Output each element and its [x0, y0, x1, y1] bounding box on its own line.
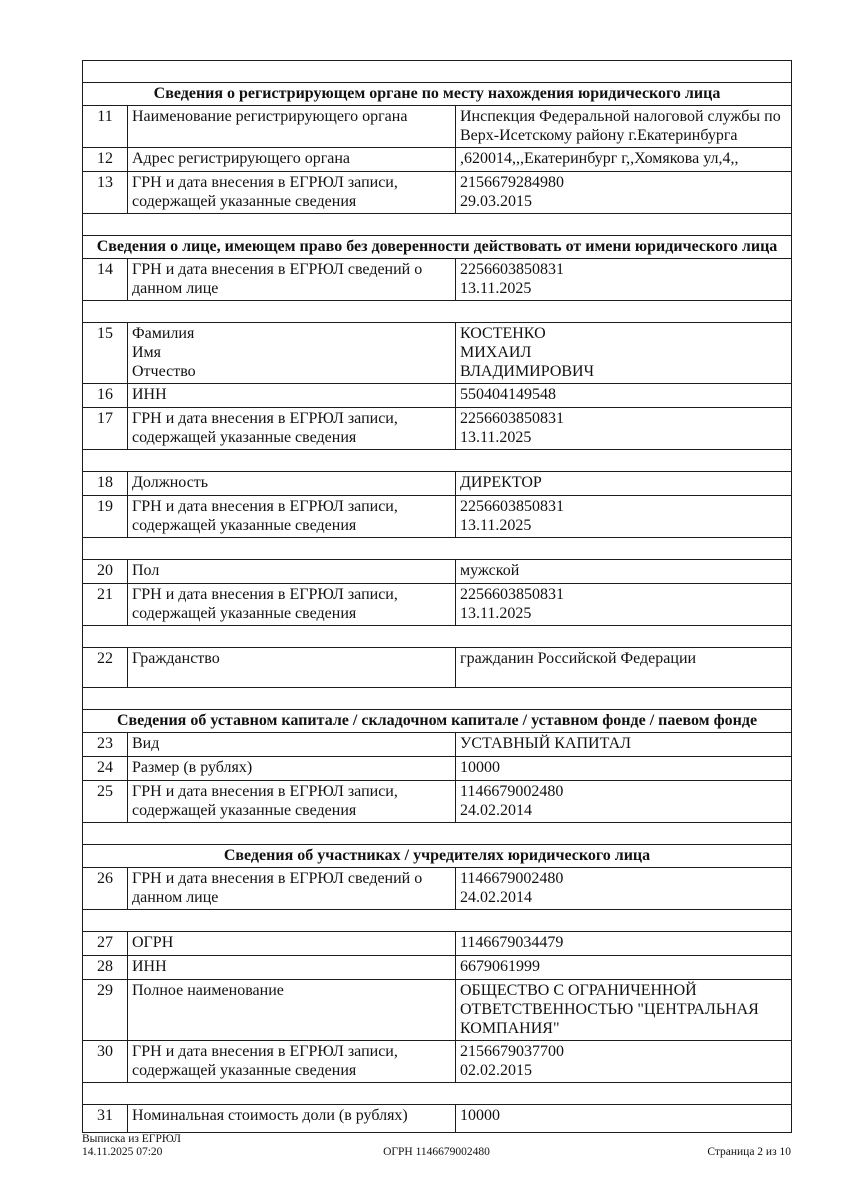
field-value: 2256603850831 13.11.2025 [456, 496, 792, 538]
spacer-row [83, 538, 792, 560]
field-label: Наименование регистрирующего органа [128, 106, 456, 148]
row-number: 16 [83, 384, 128, 408]
field-label: ГРН и дата внесения в ЕГРЮЛ записи, содержащей указанные сведения [128, 496, 456, 538]
table-row-26 [83, 868, 792, 910]
row-number: 23 [83, 733, 128, 757]
table-row-30 [83, 1041, 792, 1083]
field-label: ГРН и дата внесения в ЕГРЮЛ сведений о данном лице [128, 259, 456, 301]
table-row-11 [83, 106, 792, 148]
field-label: ГРН и дата внесения в ЕГРЮЛ записи, содержащей указанные сведения [128, 584, 456, 626]
spacer-row [83, 61, 792, 83]
table-row-29 [83, 980, 792, 1041]
row-number: 14 [83, 259, 128, 301]
spacer-cell [83, 450, 792, 472]
spacer-cell [83, 910, 792, 932]
table-row-20 [83, 560, 792, 584]
spacer-cell [83, 538, 792, 560]
field-label: ГРН и дата внесения в ЕГРЮЛ сведений о данном лице [128, 868, 456, 910]
row-number: 30 [83, 1041, 128, 1083]
field-value: 1146679002480 24.02.2014 [456, 781, 792, 823]
spacer-cell [83, 214, 792, 236]
row-number: 28 [83, 956, 128, 980]
spacer-cell [83, 688, 792, 710]
spacer-cell [83, 61, 792, 83]
field-label: ОГРН [128, 932, 456, 956]
spacer-row [83, 1083, 792, 1105]
table-row-15 [83, 323, 792, 384]
field-label: Полное наименование [128, 980, 456, 1041]
row-number: 27 [83, 932, 128, 956]
table-row-24 [83, 757, 792, 781]
field-value: 2256603850831 13.11.2025 [456, 584, 792, 626]
spacer-cell [83, 301, 792, 323]
field-label: Гражданство [128, 648, 456, 688]
field-label: Фамилия Имя Отчество [128, 323, 456, 384]
field-value: ,620014,,,Екатеринбург г,,Хомякова ул,4,, [456, 148, 792, 172]
table-row-18 [83, 472, 792, 496]
table-row-25 [83, 781, 792, 823]
table-row-23 [83, 733, 792, 757]
row-number: 31 [83, 1105, 128, 1133]
spacer-row [83, 688, 792, 710]
field-value: 1146679034479 [456, 932, 792, 956]
row-number: 20 [83, 560, 128, 584]
field-label: Вид [128, 733, 456, 757]
row-number: 25 [83, 781, 128, 823]
spacer-cell [83, 823, 792, 845]
table-row-31 [83, 1105, 792, 1133]
spacer-row [83, 301, 792, 323]
spacer-row [83, 214, 792, 236]
field-value: КОСТЕНКО МИХАИЛ ВЛАДИМИРОВИЧ [456, 323, 792, 384]
field-value: 2256603850831 13.11.2025 [456, 259, 792, 301]
table-row-28 [83, 956, 792, 980]
section-header-row [83, 845, 792, 868]
field-value: ОБЩЕСТВО С ОГРАНИЧЕННОЙ ОТВЕТСТВЕННОСТЬЮ "ЦЕНТРАЛЬНАЯ КОМПАНИЯ" [456, 980, 792, 1041]
table-row-22 [83, 648, 792, 688]
field-label: ИНН [128, 956, 456, 980]
spacer-cell [83, 1083, 792, 1105]
spacer-row [83, 450, 792, 472]
row-number: 21 [83, 584, 128, 626]
field-value: 1146679002480 24.02.2014 [456, 868, 792, 910]
field-label: Должность [128, 472, 456, 496]
field-label: Размер (в рублях) [128, 757, 456, 781]
field-value: 10000 [456, 757, 792, 781]
row-number: 24 [83, 757, 128, 781]
table-row-17 [83, 408, 792, 450]
section-header: Сведения об участниках / учредителях юридического лица [83, 845, 792, 868]
spacer-row [83, 823, 792, 845]
field-value: УСТАВНЫЙ КАПИТАЛ [456, 733, 792, 757]
section-header-row [83, 710, 792, 733]
row-number: 15 [83, 323, 128, 384]
table-row-14 [83, 259, 792, 301]
field-value: 2156679037700 02.02.2015 [456, 1041, 792, 1083]
row-number: 19 [83, 496, 128, 538]
field-label: ГРН и дата внесения в ЕГРЮЛ записи, содержащей указанные сведения [128, 408, 456, 450]
field-label: Пол [128, 560, 456, 584]
field-value: 2256603850831 13.11.2025 [456, 408, 792, 450]
section-header: Сведения о лице, имеющем право без доверенности действовать от имени юридического лица [83, 236, 792, 259]
row-number: 22 [83, 648, 128, 688]
row-number: 13 [83, 172, 128, 214]
table-row-12 [83, 148, 792, 172]
field-value: 6679061999 [456, 956, 792, 980]
field-label: ГРН и дата внесения в ЕГРЮЛ записи, содержащей указанные сведения [128, 1041, 456, 1083]
field-value: 2156679284980 29.03.2015 [456, 172, 792, 214]
table-row-27 [83, 932, 792, 956]
field-value: 10000 [456, 1105, 792, 1133]
field-value: ДИРЕКТОР [456, 472, 792, 496]
section-header-row [83, 236, 792, 259]
table-row-21 [83, 584, 792, 626]
egrul-table-body [83, 61, 792, 1133]
table-row-13 [83, 172, 792, 214]
spacer-row [83, 626, 792, 648]
field-value: мужской [456, 560, 792, 584]
section-header: Сведения о регистрирующем органе по месту нахождения юридического лица [83, 83, 792, 106]
footer-ogrn: ОГРН 1146679002480 [383, 1146, 490, 1158]
row-number: 12 [83, 148, 128, 172]
row-number: 11 [83, 106, 128, 148]
field-value: Инспекция Федеральной налоговой службы по Верх-Исетскому району г.Екатеринбурга [456, 106, 792, 148]
field-value: гражданин Российской Федерации [456, 648, 792, 688]
table-row-16 [83, 384, 792, 408]
field-label: ГРН и дата внесения в ЕГРЮЛ записи, содержащей указанные сведения [128, 781, 456, 823]
spacer-row [83, 910, 792, 932]
row-number: 26 [83, 868, 128, 910]
footer-doc-title: Выписка из ЕГРЮЛ [82, 1133, 181, 1145]
field-label: ИНН [128, 384, 456, 408]
section-header: Сведения об уставном капитале / складочном капитале / уставном фонде / паевом фонде [83, 710, 792, 733]
field-label: Адрес регистрирующего органа [128, 148, 456, 172]
footer-page-number: Страница 2 из 10 [707, 1146, 791, 1158]
row-number: 17 [83, 408, 128, 450]
field-value: 550404149548 [456, 384, 792, 408]
egrul-extract-table [82, 60, 792, 1133]
row-number: 18 [83, 472, 128, 496]
section-header-row [83, 83, 792, 106]
field-label: ГРН и дата внесения в ЕГРЮЛ записи, содержащей указанные сведения [128, 172, 456, 214]
field-label: Номинальная стоимость доли (в рублях) [128, 1105, 456, 1133]
footer-timestamp: 14.11.2025 07:20 [82, 1146, 163, 1158]
table-row-19 [83, 496, 792, 538]
row-number: 29 [83, 980, 128, 1041]
spacer-cell [83, 626, 792, 648]
